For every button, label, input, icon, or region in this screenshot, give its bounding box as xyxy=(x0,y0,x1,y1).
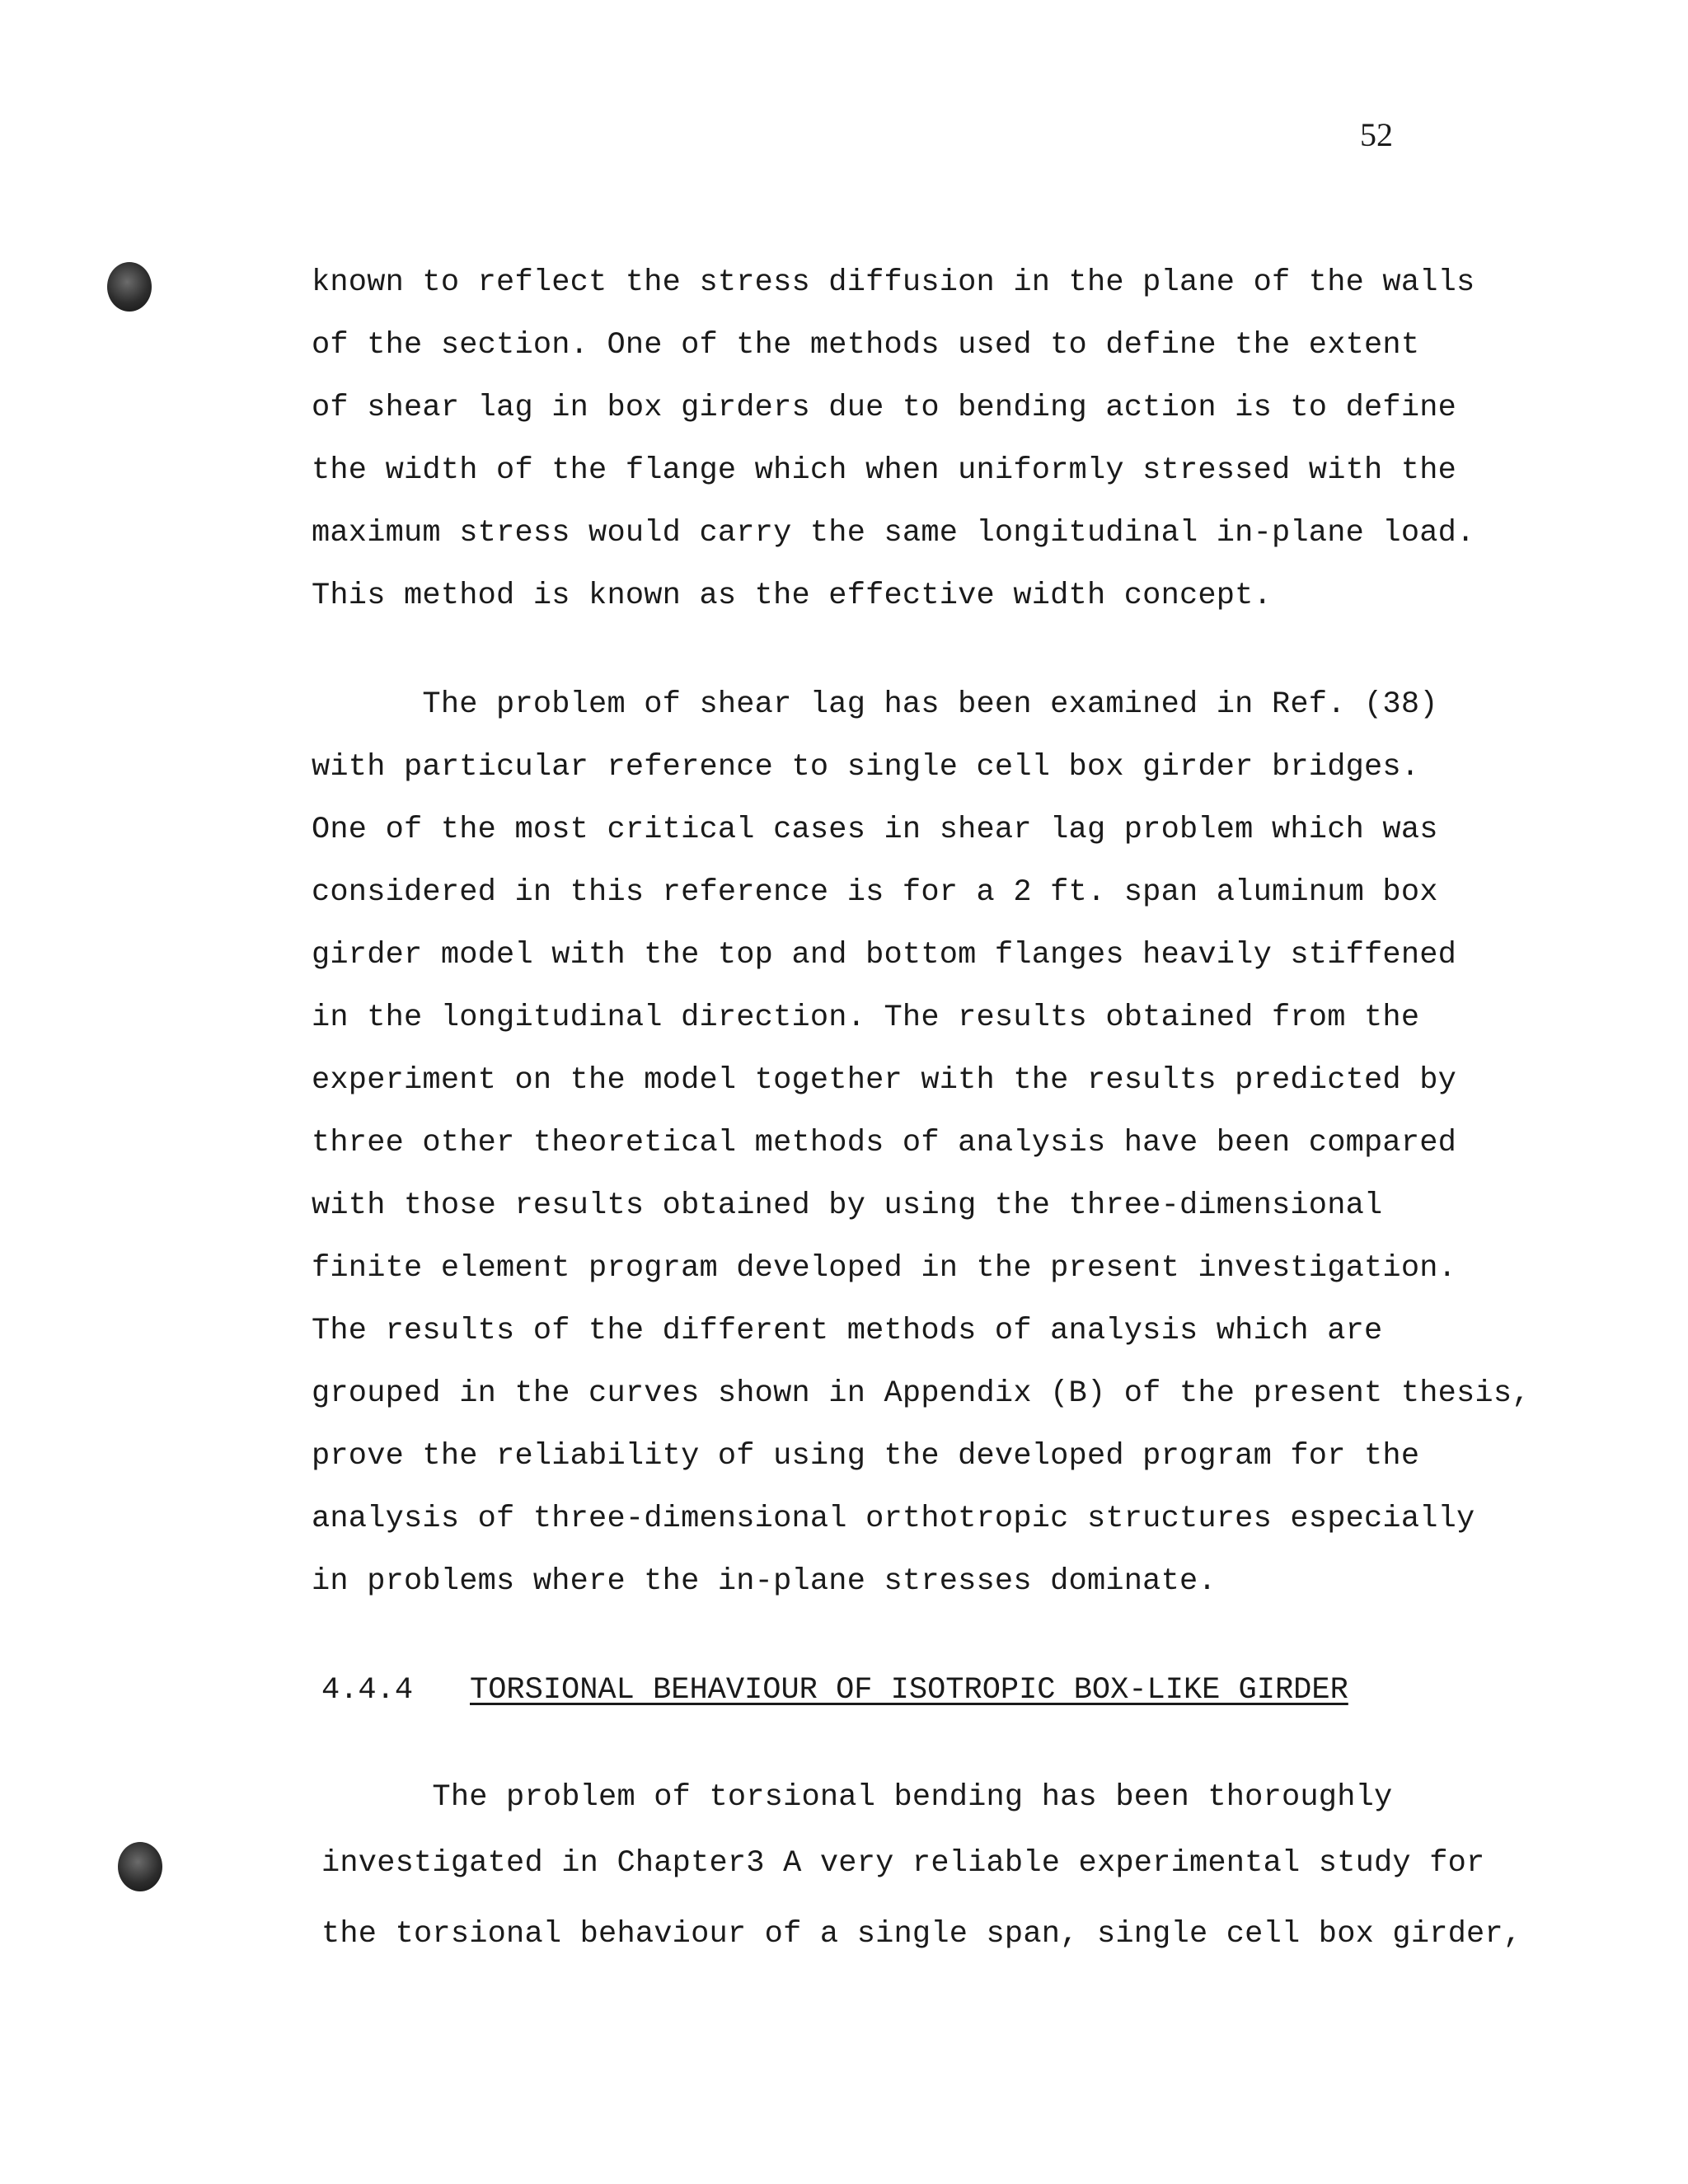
section-title: TORSIONAL BEHAVIOUR OF ISOTROPIC BOX-LIKE GIRDER xyxy=(470,1673,1348,1708)
punch-hole-top xyxy=(107,262,152,312)
text-line: This method is known as the effective width concept. xyxy=(312,579,1272,613)
text-line: experiment on the model together with the results predicted by xyxy=(312,1063,1457,1098)
text-line: investigated in Chapter3 A very reliable experimental study for xyxy=(321,1846,1485,1881)
text-line: in the longitudinal direction. The results obtained from the xyxy=(312,1001,1420,1035)
text-line: the torsional behaviour of a single span, single cell box girder, xyxy=(321,1917,1522,1952)
section-number: 4.4.4 xyxy=(321,1673,414,1708)
text-line: prove the reliability of using the developed program for the xyxy=(312,1439,1420,1474)
text-line: in problems where the in-plane stresses dominate. xyxy=(312,1564,1217,1599)
text-line: maximum stress would carry the same longitudinal in-plane load. xyxy=(312,516,1475,551)
text-line: of the section. One of the methods used to define the extent xyxy=(312,328,1420,363)
text-line: with those results obtained by using the three-dimensional xyxy=(312,1188,1383,1223)
text-line: with particular reference to single cell box girder bridges. xyxy=(312,750,1420,785)
text-line: considered in this reference is for a 2 ft. span aluminum box xyxy=(312,875,1438,910)
text-line: three other theoretical methods of analysis have been compared xyxy=(312,1126,1457,1160)
text-line: the width of the flange which when uniformly stressed with the xyxy=(312,453,1457,488)
text-line: One of the most critical cases in shear lag problem which was xyxy=(312,813,1438,847)
text-line: girder model with the top and bottom flanges heavily stiffened xyxy=(312,938,1457,972)
page-number: 52 xyxy=(1360,116,1393,153)
text-line: The results of the different methods of analysis which are xyxy=(312,1314,1383,1348)
text-line: analysis of three-dimensional orthotropic structures especially xyxy=(312,1502,1475,1536)
text-line: grouped in the curves shown in Appendix (B) of the present thesis, xyxy=(312,1376,1531,1411)
text-line: The problem of shear lag has been examined in Ref. (38) xyxy=(312,687,1438,722)
text-line: of shear lag in box girders due to bending action is to define xyxy=(312,391,1457,425)
text-line: known to reflect the stress diffusion in the plane of the walls xyxy=(312,265,1475,300)
punch-hole-bottom xyxy=(118,1842,162,1891)
text-line: finite element program developed in the present investigation. xyxy=(312,1251,1457,1286)
text-line: The problem of torsional bending has been thoroughly xyxy=(321,1780,1393,1815)
